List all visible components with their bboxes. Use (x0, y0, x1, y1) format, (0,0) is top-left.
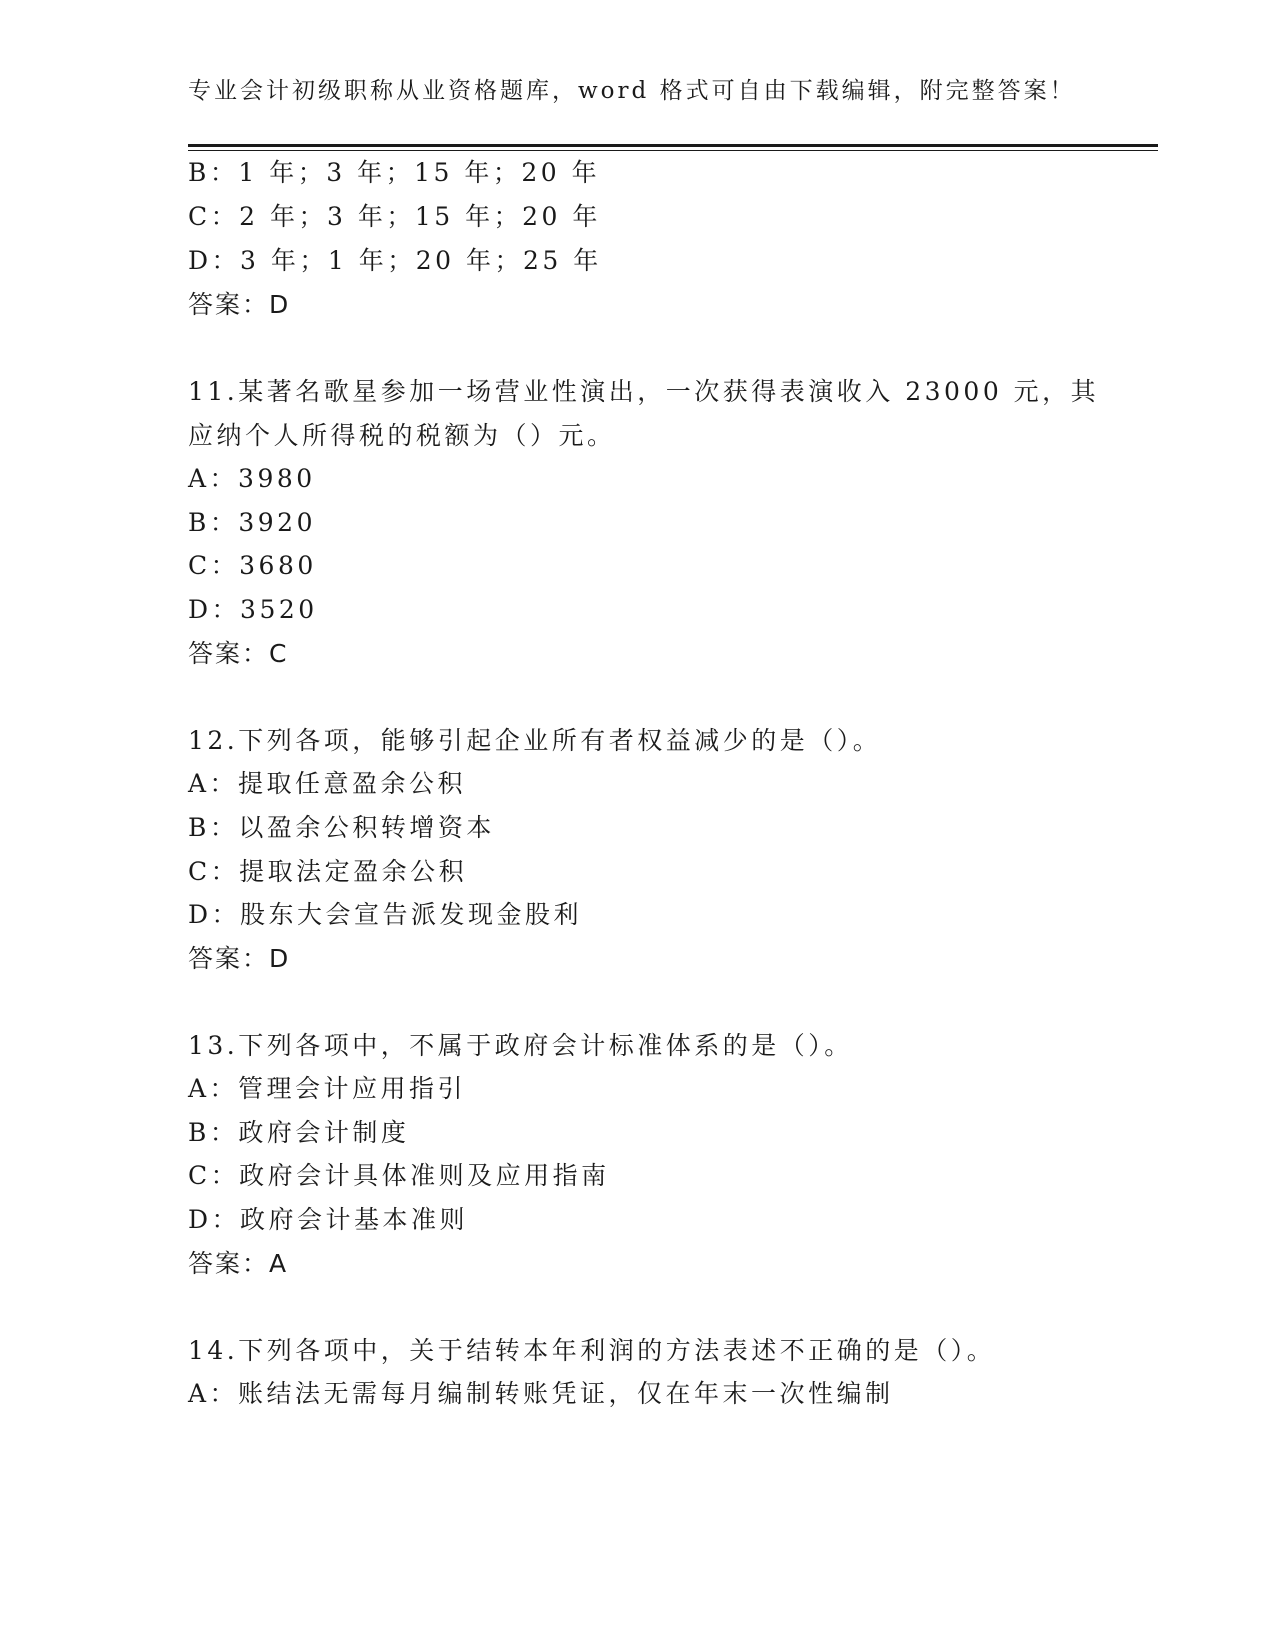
option-line: A：账结法无需每月编制转账凭证，仅在年末一次性编制 (188, 1379, 894, 1408)
option-line: B：政府会计制度 (188, 1118, 410, 1147)
option-line: B：1 年；3 年；15 年；20 年 (188, 158, 601, 187)
option-line: A：3980 (188, 464, 316, 493)
answer-line: 答案：A (188, 1249, 289, 1278)
option-line: C：提取法定盈余公积 (188, 857, 468, 886)
option-line: D：3 年；1 年；20 年；25 年 (188, 246, 602, 275)
question-stem: 14.下列各项中，关于结转本年利润的方法表述不正确的是（）。 (188, 1336, 996, 1365)
header-rule-thin (188, 150, 1158, 151)
question-stem: 应纳个人所得税的税额为（）元。 (188, 421, 616, 450)
option-line: B：3920 (188, 508, 316, 537)
option-line: B：以盈余公积转增资本 (188, 813, 495, 842)
question-stem: 11.某著名歌星参加一场营业性演出，一次获得表演收入 23000 元，其 (188, 377, 1100, 406)
question-stem: 12.下列各项，能够引起企业所有者权益减少的是（）。 (188, 726, 882, 755)
answer-line: 答案：D (188, 290, 291, 319)
option-line: C：政府会计具体准则及应用指南 (188, 1161, 610, 1190)
option-line: D：股东大会宣告派发现金股利 (188, 900, 583, 929)
answer-line: 答案：D (188, 944, 291, 973)
option-line: C：3680 (188, 551, 317, 580)
option-line: C：2 年；3 年；15 年；20 年 (188, 202, 601, 231)
question-stem: 13.下列各项中，不属于政府会计标准体系的是（）。 (188, 1031, 853, 1060)
option-line: D：政府会计基本准则 (188, 1205, 469, 1234)
answer-line: 答案：C (188, 639, 289, 668)
option-line: A：提取任意盈余公积 (188, 769, 467, 798)
page-header: 专业会计初级职称从业资格题库，word 格式可自由下载编辑，附完整答案！ (188, 78, 1076, 104)
option-line: A：管理会计应用指引 (188, 1074, 467, 1103)
header-rule-thick (188, 144, 1158, 147)
option-line: D：3520 (188, 595, 318, 624)
